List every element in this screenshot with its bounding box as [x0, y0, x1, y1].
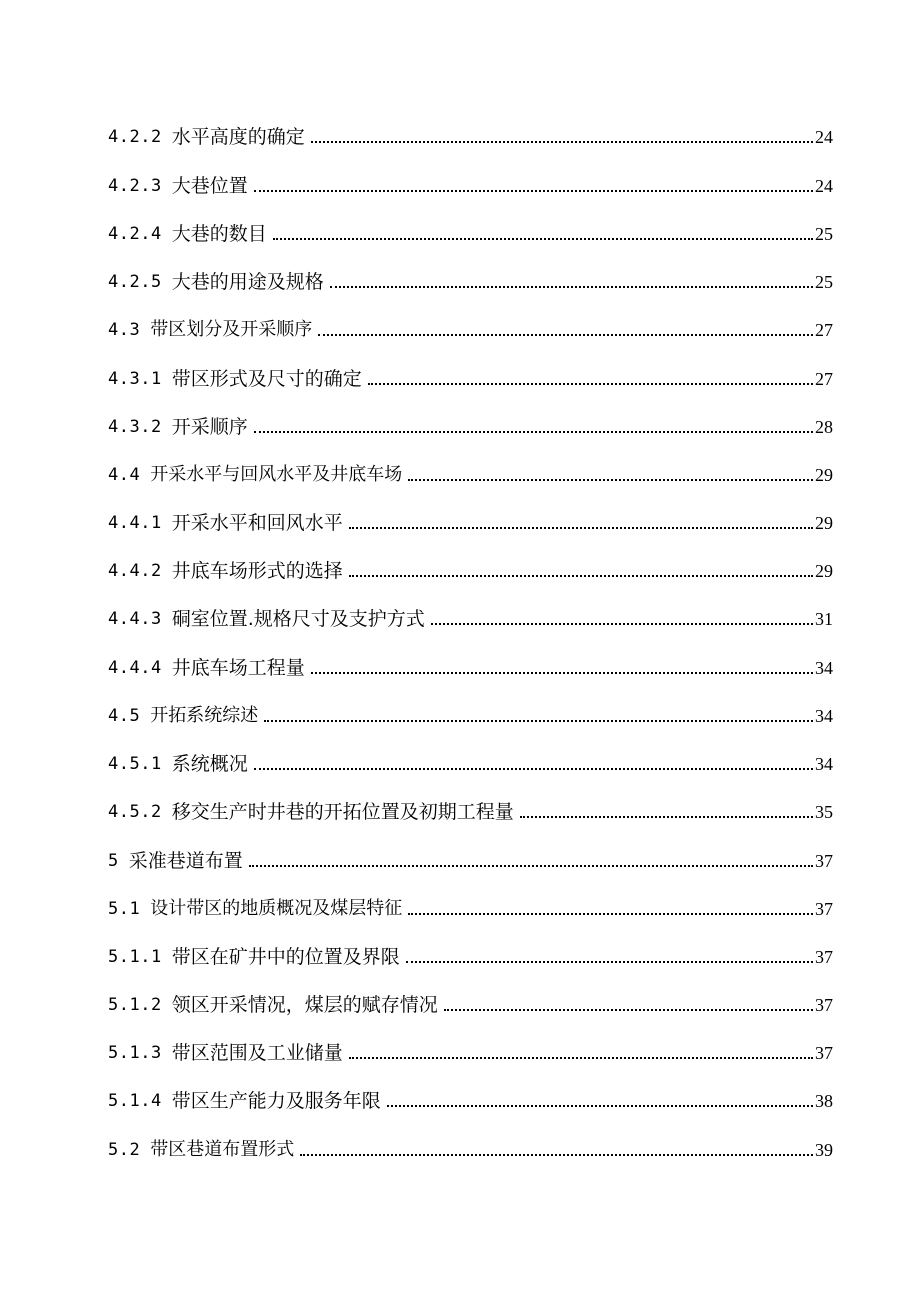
toc-entry: [108, 1034, 833, 1064]
entry-number: 5.1.2: [108, 995, 162, 1015]
dot-leader: [249, 865, 813, 867]
toc-entry: [108, 408, 833, 438]
toc-entry: [108, 600, 833, 630]
entry-title: 大巷的数目: [171, 223, 267, 245]
entry-number: 4.5: [108, 706, 141, 726]
entry-page-number: 39: [815, 1140, 833, 1160]
entry-page-number: 29: [815, 465, 833, 485]
dot-leader: [368, 383, 813, 385]
entry-title: 开采顺序: [171, 416, 248, 438]
entry-title: 开拓系统综述: [150, 705, 259, 726]
dot-leader: [264, 720, 813, 722]
dot-leader: [254, 431, 813, 433]
entry-number: 4.2.4: [108, 224, 162, 244]
dot-leader: [330, 286, 813, 288]
toc-entry: [108, 1082, 833, 1112]
entry-page-number: 27: [815, 320, 833, 340]
entry-page-number: 25: [815, 224, 833, 244]
entry-number: 4.5.2: [108, 802, 162, 822]
entry-page-number: 34: [815, 754, 833, 774]
dot-leader: [520, 816, 813, 818]
entry-page-number: 37: [815, 947, 833, 967]
entry-page-number: 27: [815, 369, 833, 389]
entry-number: 5.2: [108, 1140, 141, 1160]
toc-entry: [108, 842, 833, 872]
toc-entry: [108, 504, 833, 534]
toc-entry: [108, 360, 833, 390]
entry-title: 开采水平和回风水平: [171, 512, 343, 534]
entry-title: 水平高度的确定: [171, 126, 305, 148]
toc-entry: [108, 118, 833, 148]
entry-title: 井底车场工程量: [171, 657, 305, 679]
entry-page-number: 34: [815, 658, 833, 678]
entry-page-number: 37: [815, 899, 833, 919]
toc-entry: [108, 552, 833, 582]
toc-entry: [108, 215, 833, 245]
toc-entry: [108, 167, 833, 197]
entry-title: 系统概况: [171, 753, 248, 775]
dot-leader: [254, 190, 813, 192]
entry-title: 带区在矿井中的位置及界限: [171, 946, 400, 968]
entry-number: 4.4.3: [108, 609, 162, 629]
entry-number: 5.1.3: [108, 1043, 162, 1063]
dot-leader: [349, 527, 813, 529]
entry-page-number: 37: [815, 995, 833, 1015]
entry-page-number: 31: [815, 609, 833, 629]
toc-entry: [108, 793, 833, 823]
entry-page-number: 37: [815, 851, 833, 871]
dot-leader: [408, 913, 813, 915]
dot-leader: [408, 479, 813, 481]
entry-title: 开采水平与回风水平及井底车场: [150, 464, 403, 485]
entry-number: 4.3: [108, 320, 141, 340]
entry-number: 4.4: [108, 465, 141, 485]
dot-leader: [387, 1105, 813, 1107]
entry-number: 5.1: [108, 899, 141, 919]
entry-number: 4.2.5: [108, 272, 162, 292]
entry-number: 4.4.4: [108, 658, 162, 678]
toc-entry: [108, 1131, 833, 1161]
entry-page-number: 29: [815, 561, 833, 581]
dot-leader: [300, 1154, 813, 1156]
dot-leader: [406, 961, 813, 963]
entry-title: 设计带区的地质概况及煤层特征: [150, 898, 403, 919]
entry-number: 4.3.2: [108, 417, 162, 437]
toc-entry: [108, 697, 833, 727]
toc-entry: [108, 649, 833, 679]
toc-entry: [108, 745, 833, 775]
entry-page-number: 24: [815, 176, 833, 196]
toc-entry: [108, 263, 833, 293]
dot-leader: [273, 238, 813, 240]
entry-page-number: 34: [815, 706, 833, 726]
toc-entry: [108, 890, 833, 920]
entry-number: 5.1.4: [108, 1091, 162, 1111]
entry-number: 5: [108, 851, 119, 871]
dot-leader: [349, 1057, 813, 1059]
dot-leader: [431, 623, 813, 625]
entry-title: 移交生产时井巷的开拓位置及初期工程量: [171, 801, 514, 823]
dot-leader: [254, 768, 813, 770]
entry-title: 带区划分及开采顺序: [150, 319, 313, 340]
entry-title: 领区开采情况，煤层的赋存情况: [171, 994, 438, 1016]
entry-page-number: 25: [815, 272, 833, 292]
entry-title: 大巷位置: [171, 175, 248, 197]
entry-number: 5.1.1: [108, 947, 162, 967]
entry-title: 带区巷道布置形式: [150, 1139, 295, 1160]
entry-page-number: 29: [815, 513, 833, 533]
entry-number: 4.2.3: [108, 176, 162, 196]
entry-title: 硐室位置.规格尺寸及支护方式: [171, 608, 425, 630]
dot-leader: [311, 672, 813, 674]
toc-entry: [108, 938, 833, 968]
entry-page-number: 24: [815, 127, 833, 147]
toc-entry: [108, 311, 833, 341]
entry-title: 井底车场形式的选择: [171, 560, 343, 582]
entry-number: 4.5.1: [108, 754, 162, 774]
toc-entry: [108, 456, 833, 486]
entry-number: 4.2.2: [108, 127, 162, 147]
entry-page-number: 28: [815, 417, 833, 437]
entry-page-number: 38: [815, 1091, 833, 1111]
entry-page-number: 35: [815, 802, 833, 822]
toc-entry: [108, 986, 833, 1016]
entry-title: 带区生产能力及服务年限: [171, 1090, 381, 1112]
dot-leader: [311, 141, 813, 143]
entry-number: 4.4.2: [108, 561, 162, 581]
entry-title: 采准巷道布置: [128, 850, 243, 872]
entry-number: 4.3.1: [108, 369, 162, 389]
dot-leader: [349, 575, 813, 577]
entry-title: 大巷的用途及规格: [171, 271, 324, 293]
entry-title: 带区形式及尺寸的确定: [171, 368, 362, 390]
entry-number: 4.4.1: [108, 513, 162, 533]
dot-leader: [444, 1009, 813, 1011]
dot-leader: [318, 334, 813, 336]
entry-page-number: 37: [815, 1043, 833, 1063]
entry-title: 带区范围及工业储量: [171, 1042, 343, 1064]
